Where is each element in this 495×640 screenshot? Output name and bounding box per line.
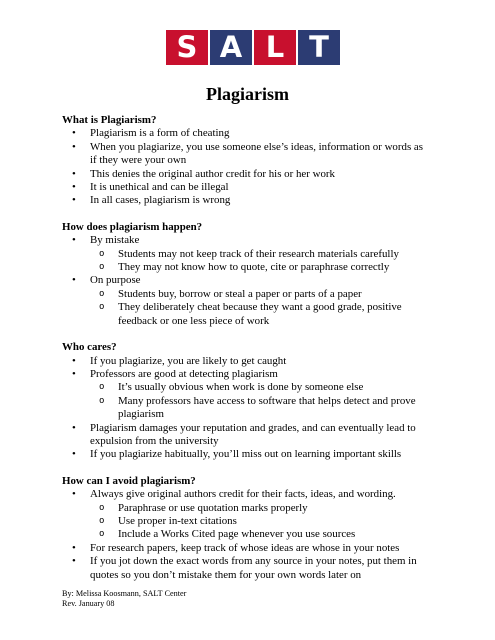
- bullet-item: [62, 555, 424, 582]
- sub-bullet-list: [90, 502, 424, 542]
- salt-logo: [166, 30, 342, 65]
- bullet-text: In all cases, plagiarism is wrong: [90, 194, 231, 207]
- section: [62, 114, 424, 208]
- bullet-item: [62, 274, 424, 328]
- sub-bullet-item: o It’s usually obvious when work is done by someone else: [90, 381, 424, 394]
- bullet-item: [62, 194, 424, 207]
- page-title: Plagiarism: [206, 84, 289, 104]
- sub-bullet-item: o Include a Works Cited page whenever you use sources: [90, 528, 424, 541]
- bullet-item: [62, 355, 424, 368]
- section-heading: Who cares?: [62, 341, 117, 354]
- bullet-item: [62, 181, 424, 194]
- section: [62, 341, 424, 462]
- bullet-text: Professors are good at detecting plagiarism: [90, 367, 278, 380]
- section-heading: What is Plagiarism?: [62, 114, 157, 126]
- sub-bullet-list: [90, 248, 424, 275]
- logo-letter-t: T: [298, 30, 340, 65]
- section-heading: How can I avoid plagiarism?: [62, 474, 196, 487]
- document-body: [62, 114, 424, 595]
- bullet-text: It is unethical and can be illegal: [90, 181, 229, 194]
- bullet-text: For research papers, keep track of whose ideas are whose in your notes: [90, 541, 400, 554]
- bullet-text: Plagiarism is a form of cheating: [90, 127, 230, 140]
- bullet-item: [62, 488, 424, 542]
- sub-bullet-item: o Paraphrase or use quotation marks properly: [90, 502, 424, 515]
- sub-bullet-list: [90, 381, 424, 421]
- bullet-list: [62, 355, 424, 462]
- logo-letter-a: A: [210, 30, 252, 65]
- bullet-text: If you jot down the exact words from any source in your notes, put them in quotes so you don’t mistake them for your own words later on: [90, 555, 417, 581]
- bullet-item: [62, 234, 424, 274]
- bullet-text: Always give original authors credit for their facts, ideas, and wording.: [90, 488, 396, 501]
- bullet-list: [62, 127, 424, 207]
- sub-bullet-item: o Many professors have access to software that helps detect and prove plagiarism: [90, 395, 424, 422]
- bullet-item: [62, 141, 424, 168]
- sub-bullet-item: o They deliberately cheat because they want a good grade, positive feedback or one less piece of work: [90, 301, 424, 328]
- bullet-item: [62, 127, 424, 140]
- bullet-list: [62, 234, 424, 328]
- sub-bullet-item: o Use proper in-text citations: [90, 515, 424, 528]
- bullet-text: When you plagiarize, you use someone else’s ideas, information or words as if they were your own: [90, 140, 423, 167]
- footer: [62, 589, 186, 609]
- bullet-item: [62, 448, 424, 461]
- bullet-text: This denies the original author credit for his or her work: [90, 167, 335, 180]
- bullet-text: Plagiarism damages your reputation and grades, and can eventually lead to expulsion from the university: [90, 421, 416, 447]
- section-heading: How does plagiarism happen?: [62, 220, 203, 233]
- sub-bullet-item: o Students buy, borrow or steal a paper or parts of a paper: [90, 288, 424, 301]
- bullet-item: [62, 168, 424, 181]
- bullet-text: By mistake: [90, 234, 140, 247]
- footer-author: By: Melissa Koosmann, SALT Center: [62, 589, 187, 598]
- bullet-text: If you plagiarize habitually, you’ll miss out on learning important skills: [90, 448, 402, 461]
- sub-bullet-item: o Students may not keep track of their research materials carefully: [90, 248, 424, 261]
- bullet-item: [62, 368, 424, 422]
- logo-letter-l: L: [254, 30, 296, 65]
- bullet-list: [62, 488, 424, 582]
- bullet-item: [62, 422, 424, 449]
- sub-bullet-item: o They may not know how to quote, cite or paraphrase correctly: [90, 261, 424, 274]
- bullet-text: If you plagiarize, you are likely to get caught: [90, 354, 287, 367]
- section: [62, 221, 424, 328]
- footer-revision: Rev. January 08: [62, 599, 115, 609]
- sub-bullet-list: [90, 288, 424, 328]
- section: [62, 475, 424, 582]
- bullet-item: [62, 542, 424, 555]
- logo-letter-s: S: [166, 30, 208, 65]
- bullet-text: On purpose: [90, 274, 141, 287]
